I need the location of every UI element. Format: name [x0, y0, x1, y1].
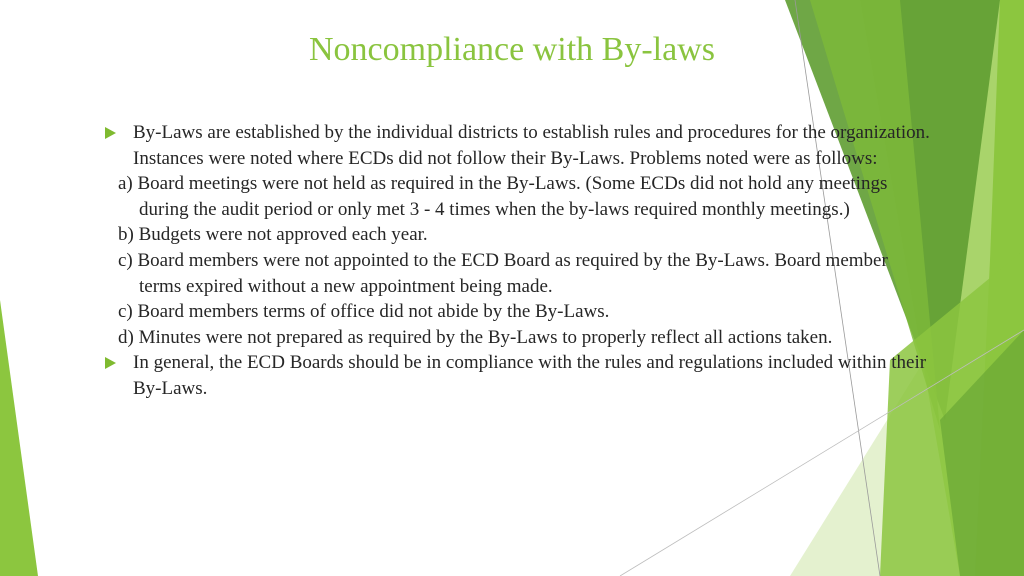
sub-item: a) Board meetings were not held as required in the By-Laws. (Some ECDs did not hold any meetings during the audit period or only met 3 - 4 times when the by-laws required monthly meetings.) — [118, 173, 888, 220]
sub-item: c) Board members terms of office did not abide by the By-Laws. — [118, 301, 610, 323]
sub-item: d) Minutes were not prepared as required by the By-Laws to properly reflect all actions taken. — [118, 326, 833, 348]
slide-body — [103, 120, 933, 402]
bullet-text: By-Laws are established by the individual districts to establish rules and procedures for the organization. Instances were noted where ECDs did not follow their By-Laws. Problems noted were as follows: — [133, 122, 930, 169]
arrow-bullet-icon — [105, 127, 116, 139]
sub-item: c) Board members were not appointed to the ECD Board as required by the By-Laws. Board member terms expired without a new appointment being made. — [118, 249, 888, 297]
bullet-item — [103, 120, 933, 171]
arrow-bullet-icon — [105, 357, 116, 369]
page-title: Noncompliance with By-laws — [308, 31, 716, 68]
left-edge-shape — [0, 300, 38, 576]
bullet-item — [103, 350, 933, 401]
bullet-text: In general, the ECD Boards should be in compliance with the rules and regulations included within their By-Laws. — [133, 352, 927, 399]
sub-item: b) Budgets were not approved each year. — [118, 224, 428, 246]
